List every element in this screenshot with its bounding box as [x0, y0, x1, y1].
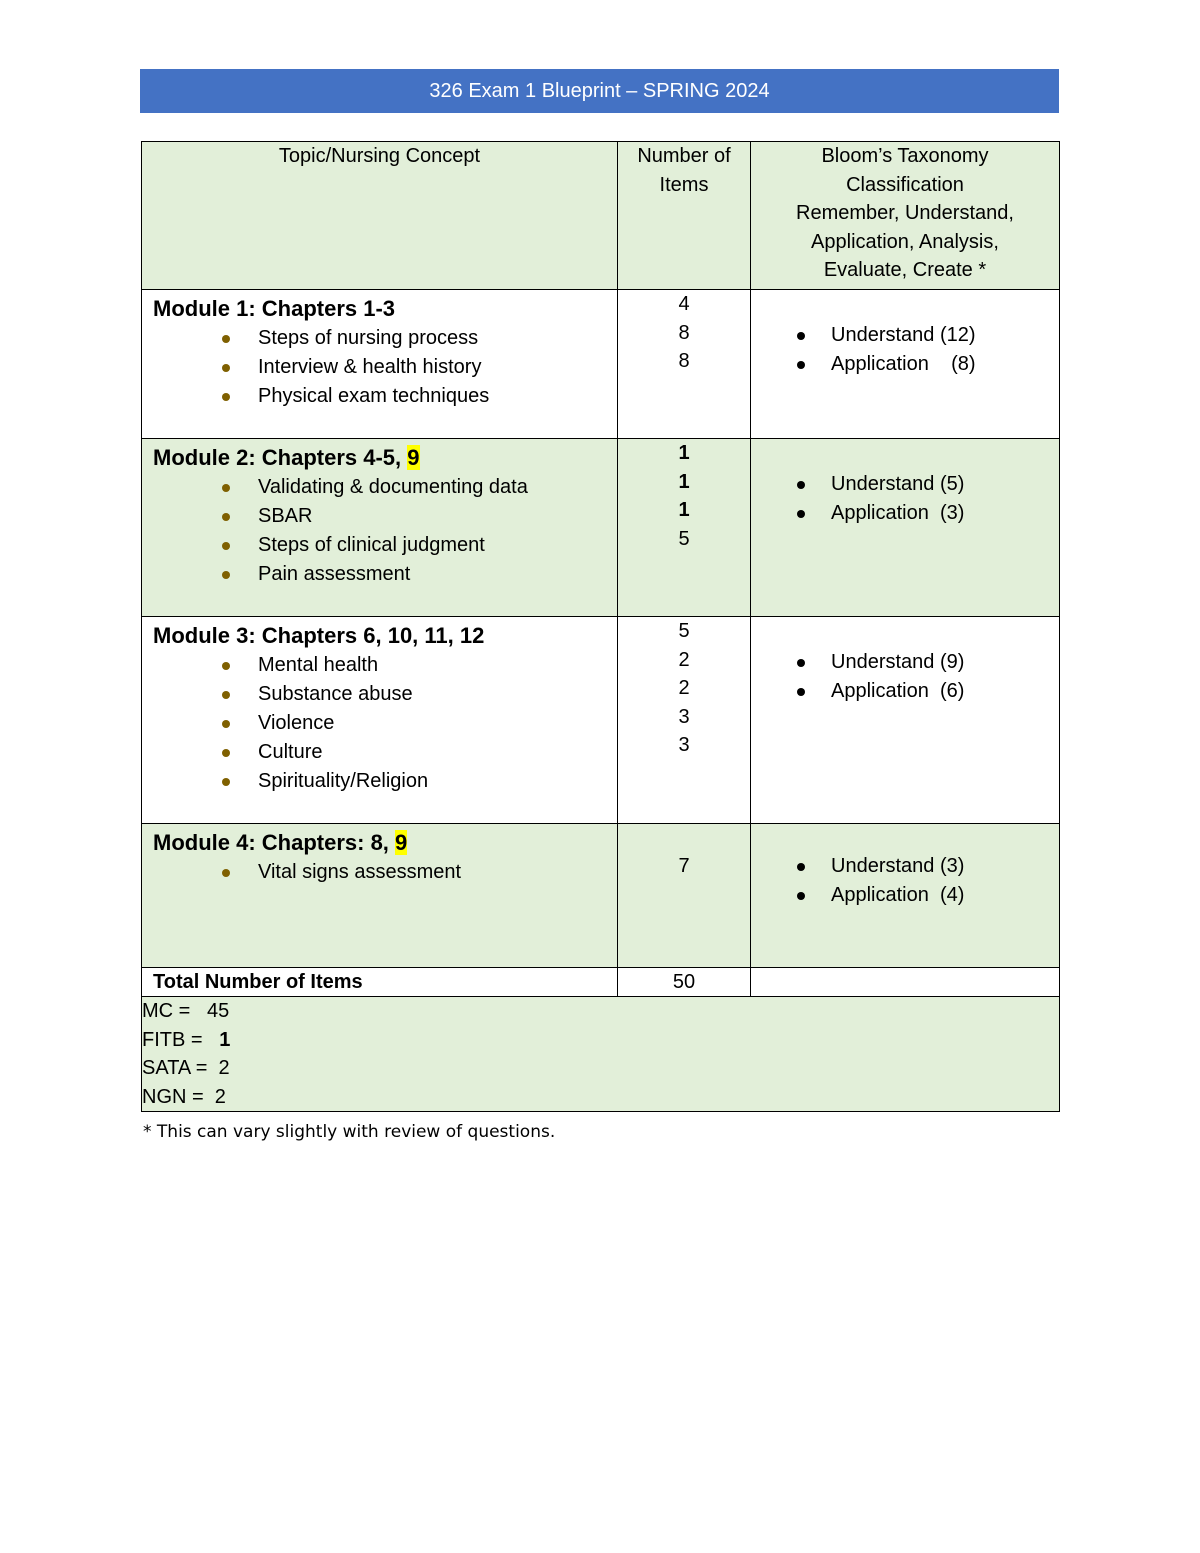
module-topic-cell [142, 617, 618, 824]
header-bloom-line-1: Bloom’s Taxonomy [821, 145, 989, 167]
module-title [142, 439, 617, 473]
header-bloom-line-2: Classification [846, 173, 964, 196]
item-counts-cell [618, 617, 751, 824]
header-number-of-items [618, 142, 751, 290]
module-title [142, 290, 617, 324]
item-counts-cell [618, 290, 751, 439]
topic-item: Physical exam techniques [258, 382, 617, 411]
bloom-list [751, 824, 1059, 910]
total-label: Total Number of Items [142, 968, 618, 997]
bloom-item: Application (6) [831, 677, 1059, 706]
topic-item: Substance abuse [258, 680, 617, 709]
item-type-value: 45 [195, 1000, 230, 1022]
module-row-1 [142, 290, 1060, 439]
item-type-label: MC = [142, 1000, 196, 1022]
header-bloom-line-4: Application, Analysis, [811, 230, 999, 253]
item-type-label: FITB = [142, 1028, 209, 1051]
item-count: 4 [678, 293, 690, 315]
module-title [142, 824, 617, 858]
item-type-sata [142, 1054, 1059, 1083]
item-type-label: SATA = [142, 1057, 213, 1079]
bloom-cell [751, 617, 1060, 824]
item-count: 3 [678, 734, 690, 756]
document-title: 326 Exam 1 Blueprint – SPRING 2024 [140, 69, 1059, 113]
item-types-row [142, 997, 1060, 1112]
module-topic-cell [142, 824, 618, 968]
item-count: 5 [678, 620, 690, 642]
module-title-text: Module 4: Chapters: 8, [153, 830, 396, 855]
header-items-line-2: Items [659, 173, 709, 196]
topic-item: Steps of clinical judgment [258, 531, 617, 560]
bloom-item: Application (3) [831, 499, 1059, 528]
module-row-4 [142, 824, 1060, 968]
highlighted-chapter: 9 [395, 830, 408, 855]
item-count: 1 [678, 442, 690, 464]
item-count: 2 [678, 648, 690, 671]
topic-item: Vital signs assessment [258, 858, 617, 887]
header-bloom-line-5: Evaluate, Create * [823, 259, 987, 281]
bloom-item: Understand (5) [831, 470, 1059, 499]
item-types-cell [142, 997, 1060, 1112]
module-topic-cell [142, 439, 618, 617]
item-count: 1 [678, 499, 690, 521]
item-count: 1 [678, 470, 690, 493]
module-title-text: Module 1: Chapters 1-3 [153, 296, 396, 321]
header-bloom [751, 142, 1060, 290]
module-row-2 [142, 439, 1060, 617]
header-topic-label: Topic/Nursing Concept [278, 145, 481, 167]
topic-list [142, 324, 617, 411]
item-counts-cell [618, 824, 751, 968]
header-bloom-line-3: Remember, Understand, [796, 202, 1014, 224]
module-title-text: Module 2: Chapters 4-5, [153, 445, 408, 470]
topic-item: SBAR [258, 502, 617, 531]
total-row [142, 968, 1060, 997]
bloom-cell [751, 824, 1060, 968]
item-count: 2 [678, 677, 690, 699]
item-type-fitb [142, 1026, 1059, 1055]
bloom-list [751, 439, 1059, 528]
topic-item: Mental health [258, 651, 617, 680]
header-topic [142, 142, 618, 290]
topic-list [142, 651, 617, 796]
bloom-cell [751, 439, 1060, 617]
table-header-row [142, 142, 1060, 290]
total-empty-cell [751, 968, 1060, 997]
item-type-mc [142, 997, 1059, 1026]
module-row-3 [142, 617, 1060, 824]
highlighted-chapter: 9 [407, 445, 420, 470]
bloom-item: Understand (12) [831, 321, 1059, 350]
item-type-value: 2 [209, 1085, 226, 1108]
item-counts-cell [618, 439, 751, 617]
item-type-label: NGN = [142, 1085, 210, 1108]
footnote: * This can vary slightly with review of questions. [143, 1122, 556, 1142]
topic-item: Interview & health history [258, 353, 617, 382]
item-count: 7 [678, 855, 690, 877]
topic-list [142, 858, 617, 887]
module-title [142, 617, 617, 651]
item-type-ngn [142, 1083, 1059, 1112]
bloom-item: Application (8) [831, 350, 1059, 379]
bloom-item: Application (4) [831, 881, 1059, 910]
item-count: 8 [678, 321, 690, 344]
item-count: 5 [678, 527, 690, 550]
bloom-cell [751, 290, 1060, 439]
item-type-value: 1 [208, 1028, 231, 1051]
total-value: 50 [618, 968, 751, 997]
topic-item: Spirituality/Religion [258, 767, 617, 796]
blueprint-table [141, 141, 1060, 1112]
topic-list [142, 473, 617, 589]
item-count: 8 [678, 350, 690, 372]
bloom-list [751, 290, 1059, 379]
module-topic-cell [142, 290, 618, 439]
topic-item: Violence [258, 709, 617, 738]
bloom-item: Understand (9) [831, 648, 1059, 677]
topic-item: Steps of nursing process [258, 324, 617, 353]
bloom-list [751, 617, 1059, 706]
module-title-text: Module 3: Chapters 6, 10, 11, 12 [153, 623, 485, 648]
item-count: 3 [678, 705, 690, 728]
topic-item: Pain assessment [258, 560, 617, 589]
topic-item: Culture [258, 738, 617, 767]
topic-item: Validating & documenting data [258, 473, 617, 502]
bloom-item: Understand (3) [831, 852, 1059, 881]
header-items-line-1: Number of [637, 145, 731, 167]
item-type-value: 2 [212, 1057, 230, 1079]
